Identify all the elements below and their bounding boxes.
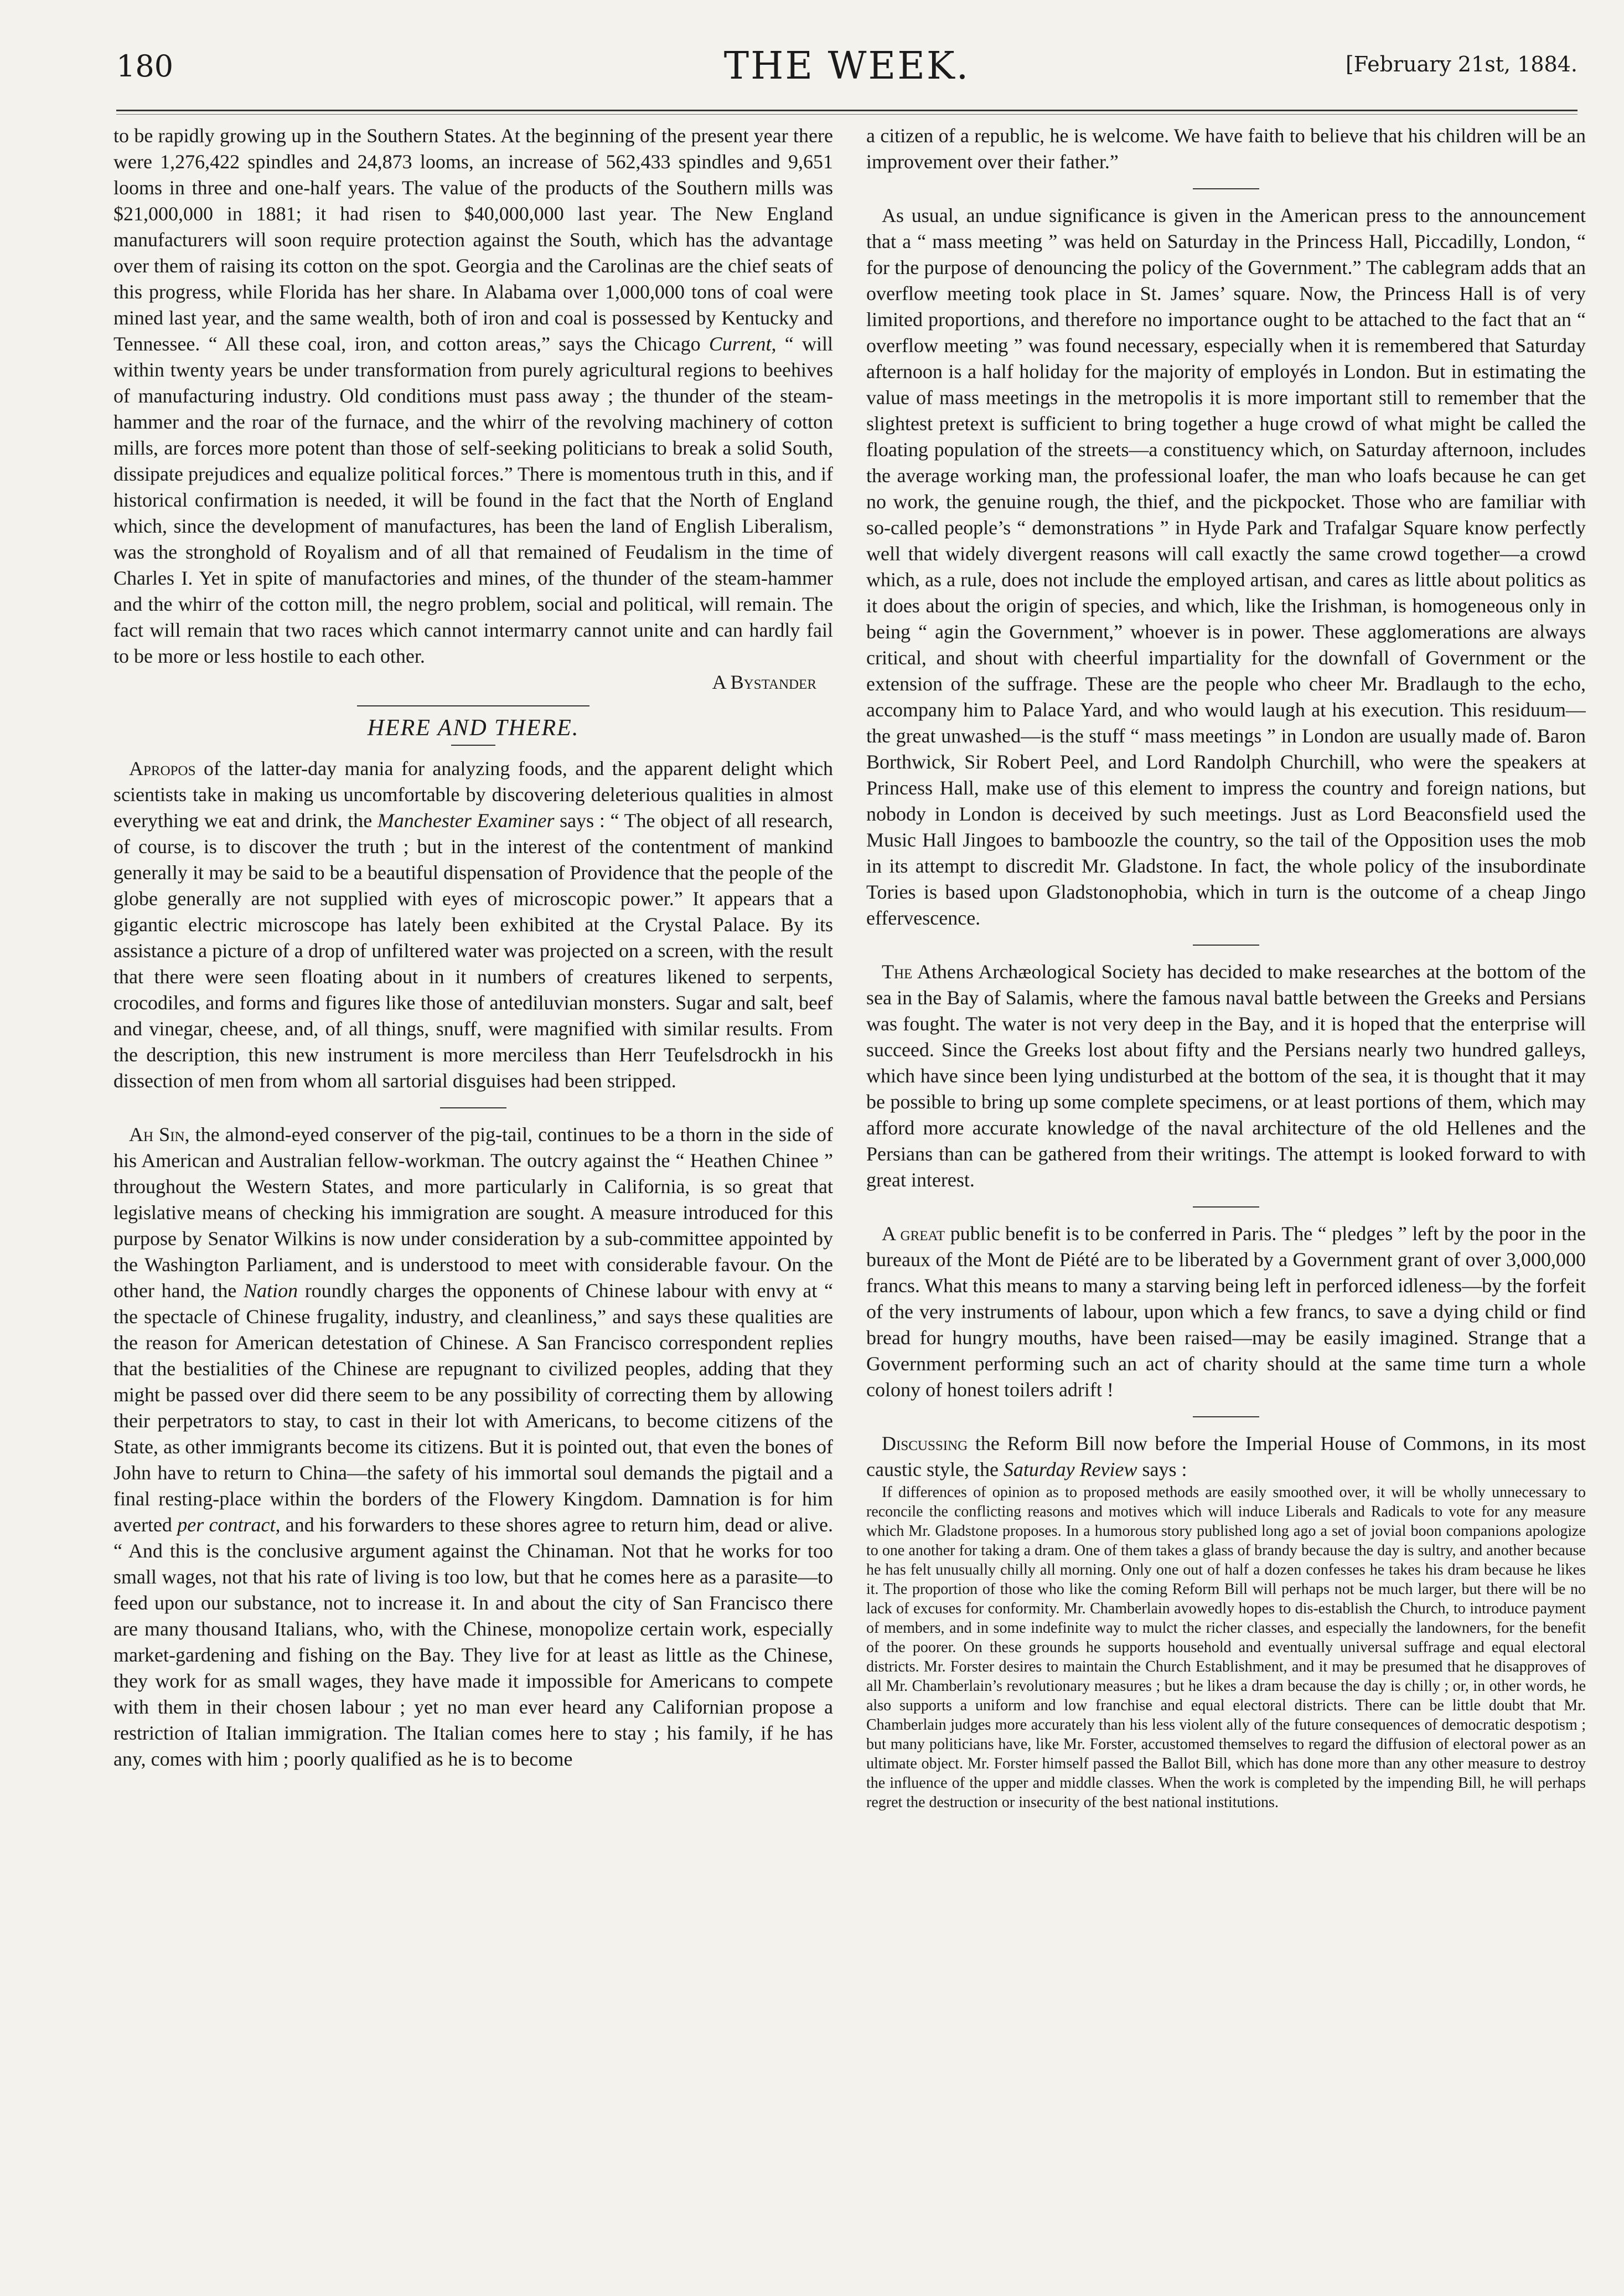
author-signature: A Bystander [712,671,816,693]
right-column [866,123,1586,2266]
article-paragraph: a citizen of a republic, he is welcome. We have faith to believe that his children will be an improvement over their father.” [866,125,1586,173]
paragraph-rule [1193,1206,1259,1208]
article-paragraph: As usual, an undue significance is given in the American press to the announcement that a “ mass meeting ” was held on Saturday in the Princess Hall, Piccadilly, London, “ for the purpose of denouncing the policy of the Government.” The cablegram adds that an overflow meeting took place in St. James’ square. Now, the Princess Hall is of very limited proportions, and therefore no importance ought to be attached to the fact that an “ overflow meeting ” was found necessary, especially when it is remembered that Saturday afternoon is a half holiday for the majority of employés in London. But in estimating the value of mass meetings in the metropolis it is more important still to remember that the slightest pretext is sufficient to bring together a huge crowd of what might be called the floating population of the streets—a constituency which, on Saturday afternoon, includes the average working man, the professional loafer, the man who loafs because he can get no work, the genuine rough, the thief, and the pickpocket. Those who are familiar with so-called people’s “ demonstrations ” in Hyde Park and Trafalgar Square know perfectly well that widely divergent reasons will call exactly the same crowd together—a crowd which, as a rule, does not include the employed artisan, and cares as little about politics as it does about the origin of species, and which, like the Irishman, is homogeneous only in being “ agin the Government,” whoever is in power. These agglomerations are always critical, and shout with cheerful impartiality for the downfall of Government or the extension of the suffrage. These are the people who cheer Mr. Bradlaugh to the echo, accompany him to Palace Yard, and who would laugh at his execution. This residuum—the great unwashed—is the stuff “ mass meetings ” in London are usually made of. Baron Borthwick, Sir Robert Peel, and Lord Randolph Churchill, who were the speakers at Princess Hall, make use of this element to impress the country and foreign nations, but nobody in London is deceived by such meetings. Just as Lord Beaconsfield used the Music Hall Jingoes to bamboozle the country, so the tail of the Opposition uses the mob in its attempt to discredit Mr. Gladstone. In fact, the whole policy of the insubordinate Tories is based upon Gladstonophobia, which in turn is the outcome of a cheap Jingo effervescence. [866,204,1586,929]
title-rule [451,745,495,746]
paragraph-rule [440,1107,506,1108]
page-header [116,44,1578,105]
article-paragraph: Apropos of the latter-day mania for analyzing foods, and the apparent delight which scientists take in making us uncomfortable by discovering deleterious qualities in almost everything we eat and drink, the Manchester Examiner says : “ The object of all research, of course, is to discover the truth ; but in the interest of the contentment of mankind generally it may be said to be a beautiful dispensation of Providence that the people of the globe generally are not supplied with eyes of microscopic power.” It appears that a gigantic electric microscope has lately been exhibited at the Crystal Palace. By its assistance a picture of a drop of unfiltered water was projected on a screen, with the result that there were seen floating about in it numbers of creatures likened to serpents, crocodiles, and forms and figures like those of antediluvian monsters. Sugar and salt, beef and vinegar, cheese, and, of all things, snuff, were magnified with similar results. From the description, this new instrument is more merciless than Herr Teufelsdrockh in his dissection of men from whom all sartorial disguises had been stripped. [113,757,833,1092]
article-paragraph: Ah Sin, the almond-eyed conserver of the pig-tail, continues to be a thorn in the side of his American and Australian fellow-workman. The outcry against the “ Heathen Chinee ” throughout the Western States, and more particularly in California, is so great that legislative means of checking his immigration are sought. A measure introduced for this purpose by Senator Wilkins is now under consideration by a sub-committee appointed by the Washington Parliament, and is understood to meet with considerable favour. On the other hand, the Nation roundly charges the opponents of Chinese labour with envy at “ the spectacle of Chinese frugality, industry, and cleanliness,” and says these qualities are the reason for American detestation of Chinese. A San Francisco correspondent replies that the bestialities of the Chinese are repugnant to civilized peoples, adding that they might be passed over did there seem to be any possibility of correcting them by allowing their perpetrators to stay, to cast in their lot with Americans, to become citizens of the State, as other immigrants become its citizens. But it is pointed out, that even the bones of John have to return to China—the safety of his immortal soul demands the pigtail and a final resting-place within the borders of the Flowery Kingdom. Damnation is for him averted per contract, and his forwarders to these shores agree to return him, dead or alive. “ And this is the conclusive argument against the Chinaman. Not that he works for too small wages, not that his rate of living is too low, but that he comes here as a parasite—to feed upon our substance, not to increase it. In and about the city of San Francisco there are many thousand Italians, who, with the Chinese, monopolize certain work, especially market-gardening and fishing on the Bay. They live for at least as little as the Chinese, they work for as small wages, they have made it impossible for Americans to compete with them in their chosen labour ; yet no man ever heard any Californian propose a restriction of Italian immigration. The Italian comes here to stay ; his family, if he has any, comes with him ; poorly qualified as he is to become [113,1123,833,1770]
section-title: HERE AND THERE. [367,715,580,741]
article-paragraph: to be rapidly growing up in the Southern States. At the beginning of the present year there were 1,276,422 spindles and 24,873 looms, an increase of 562,433 spindles and 9,651 looms in three and one-half years. The value of the products of the Southern mills was $21,000,000 in 1881; it had risen to $40,000,000 last year. The New England manufacturers will soon require protection against the South, which has the advantage over them of raising its cotton on the spot. Georgia and the Carolinas are the chief seats of this progress, while Florida has her share. In Alabama over 1,000,000 tons of coal were mined last year, and the same wealth, both of iron and coal is possessed by Kentucky and Tennessee. “ All these coal, iron, and cotton areas,” says the Chicago Current, “ will within twenty years be under transformation from purely agricultural regions to beehives of manufacturing industry. Old conditions must pass away ; the thunder of the steam-hammer and the roar of the furnace, and the whirr of the revolving machinery of cotton mills, are forces more potent than those of self-seeking politicians to break a solid South, dissipate prejudices and equalize political forces.” There is momentous truth in this, and if historical confirmation is needed, it will be found in the fact that the North of England which, since the development of manufactures, has been the land of English Liberalism, was the stronghold of Royalism and of all that remained of Feudalism in the time of Charles I. Yet in spite of manufactories and mines, of the thunder of the steam-hammer and the whirr of the cotton mill, the negro problem, social and political, will remain. The fact will remain that two races which cannot intermarry cannot unite and can hardly fail to be more or less hostile to each other. [113,125,833,667]
article-paragraph: A great public benefit is to be conferred in Paris. The “ pledges ” left by the poor in the bureaux of the Mont de Piété are to be liberated by a Government grant of over 3,000,000 francs. What this means to many a starving being left in perforced idleness—by the forfeit of the very instruments of labour, upon which a few francs, to save a dying child or find bread for hungry mouths, have been raised—may be easily imagined. Strange that a Government performing such an act of charity should at the same time turn a whole colony of honest toilers adrift ! [866,1222,1586,1401]
header-rule-thin [116,114,1578,115]
left-column [113,123,833,2266]
header-rule [116,110,1578,111]
masthead-title: THE WEEK. [723,44,970,88]
article-paragraph: The Athens Archæological Society has decided to make researches at the bottom of the sea in the Bay of Salamis, where the famous naval battle between the Greeks and Persians was fought. The water is not very deep in the Bay, and it is hoped that the enterprise will succeed. Since the Greeks lost about fifty and the Persians nearly two hundred galleys, which have since been lying undisturbed at the bottom of the sea, it is thought that it may be possible to bring up some complete specimens, or at least portions of them, which may afford more accurate knowledge of the naval architecture of the old Hellenes and the Persians than can be gathered from their writings. The attempt is looked forward to with great interest. [866,961,1586,1191]
paragraph-rule [1193,945,1259,946]
page-number: 180 [116,49,174,84]
paragraph-rule [1193,188,1259,189]
article-paragraph: Discussing the Reform Bill now before the Imperial House of Commons, in its most caustic style, the Saturday Review says : [866,1432,1586,1480]
section-rule [357,705,589,706]
issue-date: [February 21st, 1884. [1345,52,1578,76]
paragraph-rule [1193,1416,1259,1417]
block-quote: If differences of opinion as to proposed methods are easily smoothed over, it will be wholly unnecessary to reconcile the conflicting reasons and motives which will induce Liberals and Radicals to vote for any measure which Mr. Gladstone proposes. In a humorous story published long ago a set of jovial boon companions apologize to one another for taking a dram. One of them takes a glass of brandy because the day is sultry, and another because he has felt unusually chilly all morning. Only one out of half a dozen confesses he takes his dram because he likes it. The proportion of those who like the coming Reform Bill will perhaps not be much larger, but there will be no lack of excuses for conformity. Mr. Chamberlain avowedly hopes to dis-establish the Church, to introduce payment of members, and in some indefinite way to mulct the richer classes, and especially the landowners, for the benefit of the poorer. On these grounds he supports household and eventually universal suffrage and equal electoral districts. Mr. Forster desires to maintain the Church Establishment, and it may be presumed that he disapproves of all Mr. Chamberlain’s revolutionary measures ; but he likes a dram because the day is chilly ; or, in other words, he also supports a uniform and low franchise and equal electoral districts. There can be little doubt that Mr. Chamberlain judges more accurately than his less violent ally of the future consequences of democratic despotism ; but many politicians have, like Mr. Forster, accustomed themselves to regard the diffusion of electoral power as an ultimate object. Mr. Forster himself passed the Ballot Bill, which has done more than any other measure to destroy the influence of the upper and middle classes. When the work is completed by the impending Bill, he will perhaps regret the destruction or insecurity of the best national institutions. [866,1484,1586,1811]
